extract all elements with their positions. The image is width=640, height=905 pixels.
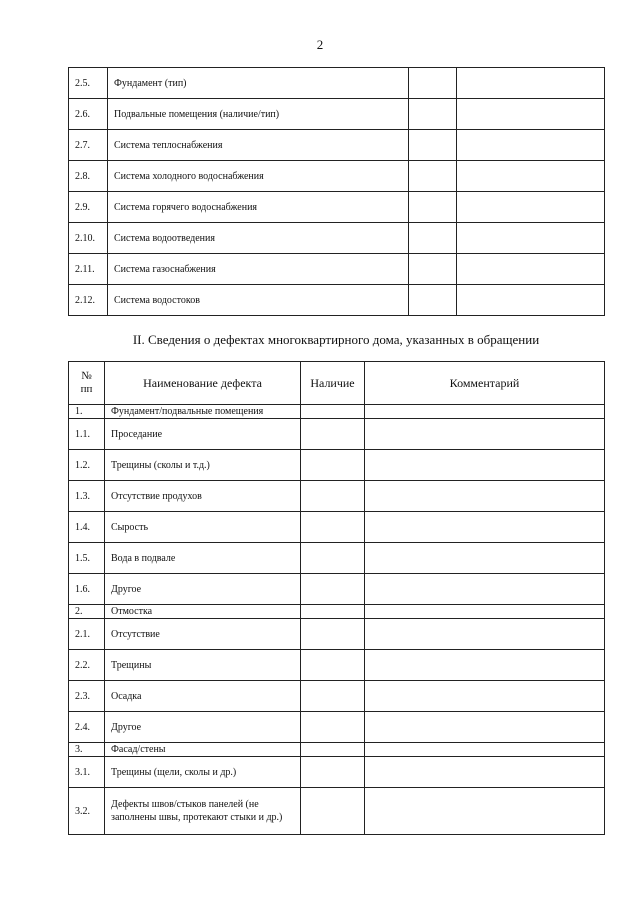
row-name: Система водостоков (108, 285, 409, 316)
presence-cell[interactable] (301, 743, 365, 757)
table-row (69, 285, 605, 316)
empty-cell[interactable] (457, 285, 605, 316)
presence-cell[interactable] (301, 619, 365, 650)
comment-cell[interactable] (365, 788, 605, 835)
presence-cell[interactable] (301, 574, 365, 605)
empty-cell[interactable] (409, 68, 457, 99)
comment-cell[interactable] (365, 712, 605, 743)
row-name: Трещины (сколы и т.д.) (105, 450, 301, 481)
presence-cell[interactable] (301, 450, 365, 481)
comment-cell[interactable] (365, 605, 605, 619)
table-row (69, 757, 605, 788)
table-row (69, 788, 605, 835)
row-number: 2. (69, 605, 105, 619)
empty-cell[interactable] (457, 223, 605, 254)
row-name: Подвальные помещения (наличие/тип) (108, 99, 409, 130)
row-name: Дефекты швов/стыков панелей (не заполнены швы, протекают стыки и др.) (105, 788, 301, 835)
presence-cell[interactable] (301, 512, 365, 543)
comment-cell[interactable] (365, 743, 605, 757)
table-row (69, 223, 605, 254)
presence-cell[interactable] (301, 405, 365, 419)
comment-cell[interactable] (365, 650, 605, 681)
row-name: Отмостка (105, 605, 301, 619)
empty-cell[interactable] (409, 285, 457, 316)
section-row (69, 405, 605, 419)
table-row (69, 681, 605, 712)
table-row (69, 419, 605, 450)
comment-cell[interactable] (365, 574, 605, 605)
table-row (69, 254, 605, 285)
row-number: 2.5. (69, 68, 108, 99)
row-name: Трещины (105, 650, 301, 681)
empty-cell[interactable] (457, 130, 605, 161)
row-number: 3.2. (69, 788, 105, 835)
header-comment: Комментарий (365, 362, 605, 405)
table-row (69, 712, 605, 743)
presence-cell[interactable] (301, 681, 365, 712)
empty-cell[interactable] (409, 223, 457, 254)
row-name: Трещины (щели, сколы и др.) (105, 757, 301, 788)
row-number: 3.1. (69, 757, 105, 788)
presence-cell[interactable] (301, 712, 365, 743)
row-name: Проседание (105, 419, 301, 450)
row-name: Система теплоснабжения (108, 130, 409, 161)
empty-cell[interactable] (457, 192, 605, 223)
row-name: Другое (105, 712, 301, 743)
row-name: Система газоснабжения (108, 254, 409, 285)
comment-cell[interactable] (365, 543, 605, 574)
table-row (69, 99, 605, 130)
row-number: 1.4. (69, 512, 105, 543)
defects-table (68, 361, 605, 835)
header-presence: Наличие (301, 362, 365, 405)
empty-cell[interactable] (457, 161, 605, 192)
table-row (69, 450, 605, 481)
row-name: Другое (105, 574, 301, 605)
page-number: 2 (316, 37, 324, 52)
row-number: 2.9. (69, 192, 108, 223)
comment-cell[interactable] (365, 481, 605, 512)
presence-cell[interactable] (301, 419, 365, 450)
row-name: Система холодного водоснабжения (108, 161, 409, 192)
row-number: 3. (69, 743, 105, 757)
row-number: 2.8. (69, 161, 108, 192)
empty-cell[interactable] (409, 192, 457, 223)
comment-cell[interactable] (365, 419, 605, 450)
row-number: 2.3. (69, 681, 105, 712)
section-row (69, 743, 605, 757)
row-name: Система горячего водоснабжения (108, 192, 409, 223)
presence-cell[interactable] (301, 605, 365, 619)
comment-cell[interactable] (365, 512, 605, 543)
header-number-line1: № (81, 370, 92, 382)
row-name: Отсутствие (105, 619, 301, 650)
presence-cell[interactable] (301, 650, 365, 681)
row-number: 2.1. (69, 619, 105, 650)
comment-cell[interactable] (365, 757, 605, 788)
comment-cell[interactable] (365, 681, 605, 712)
section-title: II. Сведения о дефектах многоквартирного дома, указанных в обращении (132, 332, 540, 347)
empty-cell[interactable] (457, 254, 605, 285)
presence-cell[interactable] (301, 543, 365, 574)
row-name: Фундамент (тип) (108, 68, 409, 99)
table-row (69, 650, 605, 681)
row-name: Система водоотведения (108, 223, 409, 254)
header-number-line2: пп (80, 383, 93, 395)
row-name: Фасад/стены (105, 743, 301, 757)
table-row (69, 68, 605, 99)
row-number: 2.10. (69, 223, 108, 254)
empty-cell[interactable] (409, 130, 457, 161)
header-number (69, 362, 105, 405)
table-row (69, 543, 605, 574)
empty-cell[interactable] (457, 99, 605, 130)
row-number: 2.12. (69, 285, 108, 316)
presence-cell[interactable] (301, 481, 365, 512)
row-name: Осадка (105, 681, 301, 712)
comment-cell[interactable] (365, 450, 605, 481)
section-row (69, 605, 605, 619)
header-defect-name: Наименование дефекта (105, 362, 301, 405)
table-row (69, 481, 605, 512)
row-number: 1.1. (69, 419, 105, 450)
presence-cell[interactable] (301, 757, 365, 788)
row-number: 2.6. (69, 99, 108, 130)
row-number: 1.5. (69, 543, 105, 574)
row-number: 1. (69, 405, 105, 419)
empty-cell[interactable] (457, 68, 605, 99)
table-row (69, 512, 605, 543)
row-name: Отсутствие продухов (105, 481, 301, 512)
row-number: 2.7. (69, 130, 108, 161)
table-header-row (69, 362, 605, 405)
row-number: 1.6. (69, 574, 105, 605)
empty-cell[interactable] (409, 161, 457, 192)
row-number: 1.3. (69, 481, 105, 512)
table-row (69, 130, 605, 161)
row-number: 2.2. (69, 650, 105, 681)
table-row (69, 161, 605, 192)
table-row (69, 574, 605, 605)
row-number: 1.2. (69, 450, 105, 481)
row-name: Сырость (105, 512, 301, 543)
table-row (69, 192, 605, 223)
equipment-table (68, 67, 605, 316)
empty-cell[interactable] (409, 99, 457, 130)
table-row (69, 619, 605, 650)
presence-cell[interactable] (301, 788, 365, 835)
row-number: 2.11. (69, 254, 108, 285)
comment-cell[interactable] (365, 619, 605, 650)
row-name: Вода в подвале (105, 543, 301, 574)
row-name: Фундамент/подвальные помещения (105, 405, 301, 419)
empty-cell[interactable] (409, 254, 457, 285)
row-number: 2.4. (69, 712, 105, 743)
comment-cell[interactable] (365, 405, 605, 419)
